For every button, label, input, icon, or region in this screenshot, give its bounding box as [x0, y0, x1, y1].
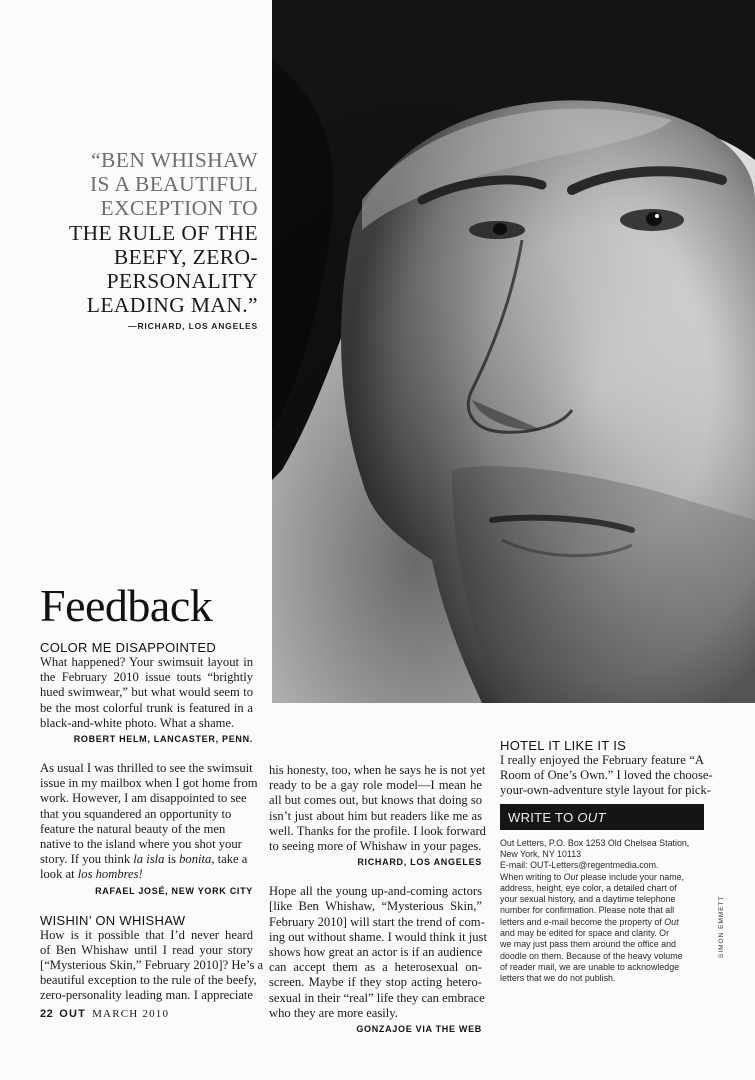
body-line: isn’t just about him but readers like me as: [269, 808, 482, 823]
note-line: and may be edited for space and clarity. Or: [500, 927, 670, 938]
address-line: Out Letters, P.O. Box 1253 Old Chelsea Station,: [500, 837, 690, 848]
text-run-italic: bonita: [179, 852, 212, 867]
letter-signature: ROBERT HELM, LANCASTER, PENN.: [73, 734, 253, 745]
body-line: to seeing more of Whishaw in your pages.: [269, 839, 482, 854]
email-address: E-mail: OUT-Letters@regentmedia.com.: [500, 860, 659, 871]
body-line: [40, 867, 253, 882]
body-line: work. However, I am disappointed to see: [40, 791, 247, 806]
body-line: can accept them as a heterosexual on-: [269, 960, 482, 975]
body-line: zero-personality leading man. I appreciate: [40, 988, 253, 1003]
photo-credit: SIMON EMMETT: [718, 895, 725, 958]
magazine-name: OUT: [59, 1008, 87, 1020]
section-title: Feedback: [40, 580, 213, 631]
body-line: well. Thanks for the profile. I look forward: [269, 823, 486, 838]
body-line: sexual in their “real” life they can embrace: [269, 990, 485, 1005]
note-line: number for confirmation. Please note that all: [500, 905, 675, 916]
body-line: be the most colorful trunk is featured in a: [40, 700, 253, 715]
letter-body: [40, 761, 258, 883]
body-line: of Ben Whishaw until I read your story: [40, 942, 253, 957]
text-run-italic: Out: [563, 871, 578, 882]
issue-date: MARCH 2010: [92, 1008, 170, 1020]
body-line: all but comes out, but knows that doing so: [269, 793, 483, 808]
body-line: the February 2010 issue touts “brightly: [40, 670, 253, 685]
letters-column-1: [40, 640, 264, 1004]
text-run: story. If you think: [40, 852, 134, 867]
body-line: What happened? Your swimsuit layout in: [40, 655, 253, 669]
text-run: letters and e-mail become the property of: [500, 916, 665, 927]
body-line: hued swimwear,” but what would seem to: [40, 685, 253, 700]
pull-quote-line: THE RULE OF THE: [69, 220, 258, 245]
write-to-address: [500, 838, 704, 985]
page-footer: [40, 1004, 169, 1022]
note-line: we may just pass them around the office and: [500, 939, 676, 950]
address-line: New York, NY 10113: [500, 848, 582, 859]
text-run: is: [164, 852, 180, 867]
letters-column-3: [500, 738, 713, 984]
note-line: doodle on them. Because of the heavy volume: [500, 950, 683, 961]
body-line: his honesty, too, when he says he is not yet: [269, 763, 486, 777]
letter-signature: GONZAJOE VIA THE WEB: [356, 1024, 482, 1035]
banner-label: WRITE TO: [508, 809, 578, 825]
note-line: [500, 872, 704, 883]
pull-quote-line: “BEN WHISHAW: [91, 148, 258, 172]
body-line: [like Ben Whishaw, “Mysterious Skin,”: [269, 899, 482, 914]
body-line: Hope all the young up-and-coming actors: [269, 884, 482, 899]
pull-quote-line: PERSONALITY: [106, 269, 258, 294]
body-line: that you squandered an opportunity to: [40, 806, 232, 821]
letter-heading: HOTEL IT LIKE IT IS: [500, 738, 627, 753]
text-run-italic: la isla: [133, 852, 165, 867]
letter-heading: COLOR ME DISAPPOINTED: [40, 640, 217, 655]
body-line: who they are more easily.: [269, 1005, 398, 1020]
letter-signature: RICHARD, LOS ANGELES: [357, 857, 482, 868]
letter-body: [500, 753, 713, 799]
letter-body: [269, 884, 487, 1021]
body-line: beautiful exception to the rule of the beefy,: [40, 973, 257, 988]
text-run: please include your name,: [577, 871, 685, 882]
body-line: I really enjoyed the February feature “A: [500, 753, 704, 767]
pull-quote-attribution: —RICHARD, LOS ANGELES: [128, 321, 258, 332]
body-line: shows how great an actor is if an audience: [269, 945, 483, 960]
text-run-italic: los hombres!: [77, 867, 143, 882]
body-line: Room of One’s Own.” I loved the choose-: [500, 768, 713, 783]
text-run-italic: Out: [664, 916, 679, 927]
portrait-photo: [272, 0, 755, 703]
body-line: [40, 852, 253, 867]
text-run: look at: [40, 867, 78, 882]
body-line: [“Mysterious Skin,” February 2010]? He’s a: [40, 958, 264, 973]
letter-signature: RAFAEL JOSÉ, NEW YORK CITY: [95, 885, 253, 896]
note-line: [500, 917, 704, 928]
body-line: ready to be a gay role model—I mean he: [269, 778, 482, 793]
note-line: of reader mail, we are unable to acknowledge: [500, 961, 680, 972]
letters-column-2: [269, 763, 487, 1035]
letter-body: [269, 763, 486, 854]
note-line: address, height, eye color, a detailed chart of: [500, 882, 677, 893]
body-line: As usual I was thrilled to see the swimsuit: [40, 761, 253, 776]
note-line: your sexual history, and a daytime telephone: [500, 894, 676, 905]
body-line: issue in my mailbox when I got home from: [40, 776, 258, 791]
body-line: screen. Maybe if they stop acting hetero-: [269, 975, 482, 990]
pull-quote-line: EXCEPTION TO: [100, 196, 258, 221]
body-line: February 2010] will start the trend of com-: [269, 914, 485, 929]
text-run: When writing to: [500, 871, 564, 882]
body-line: your-own-adventure style layout for pick-: [500, 783, 711, 798]
letter-heading: WISHIN’ ON WHISHAW: [40, 912, 186, 928]
body-line: ing out without shame. I would think it just: [269, 929, 487, 944]
pull-quote-line: IS A BEAUTIFUL: [89, 172, 258, 197]
pull-quote-line: BEEFY, ZERO-: [113, 244, 258, 269]
text-run: , take a: [211, 852, 248, 867]
body-line: native to the island where you shot your: [40, 837, 242, 852]
pull-quote: [40, 148, 258, 331]
write-to-out-banner: [500, 804, 704, 830]
banner-label-italic: OUT: [577, 809, 606, 825]
body-line: How is it possible that I’d never heard: [40, 927, 253, 942]
body-line: black-and-white photo. What a shame.: [40, 715, 235, 730]
note-line: letters that we do not publish.: [500, 973, 616, 984]
pull-quote-line: LEADING MAN.”: [86, 293, 258, 318]
body-line: feature the natural beauty of the men: [40, 821, 226, 836]
page-number: 22: [40, 1008, 54, 1020]
letter-body: [40, 927, 264, 1004]
letter-body: [40, 655, 253, 731]
